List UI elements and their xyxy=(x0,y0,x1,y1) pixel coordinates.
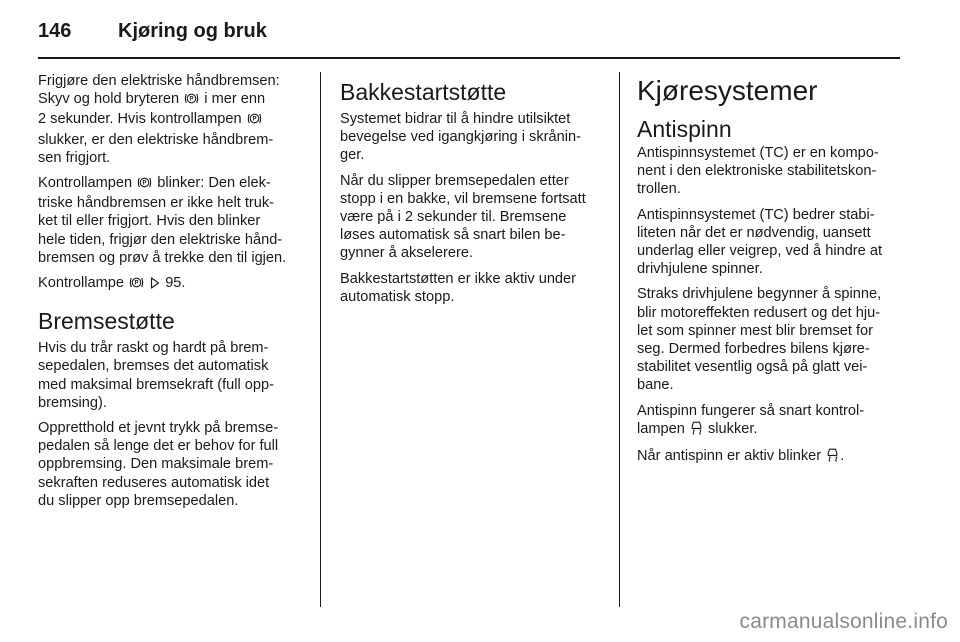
traction-control-icon xyxy=(826,448,839,467)
page-number: 146 xyxy=(38,20,72,42)
text-line: sepedalen, bremses det automatisk xyxy=(38,358,269,375)
text-fragment: lampen xyxy=(637,420,685,437)
text-line: Antispinnsystemet (TC) bedrer stabi- xyxy=(637,206,875,223)
text-line: trollen. xyxy=(637,181,681,198)
heading-bakkestartstotte: Bakkestartstøtte xyxy=(340,79,507,105)
text-line: stopp i en bakke, vil bremsene fortsatt xyxy=(340,190,586,207)
paragraph-hill-start-behavior xyxy=(340,172,602,263)
text-line: seg. Dermed forbedres bilens kjøre- xyxy=(637,341,870,358)
text-line: Frigjøre den elektriske håndbremsen: xyxy=(38,73,280,89)
text-line: Bakkestartstøtten er ikke aktiv under xyxy=(340,270,577,287)
column-1 xyxy=(38,72,306,517)
text-fragment: Kontrollampe xyxy=(38,275,124,292)
text-line xyxy=(38,90,306,110)
text-line: Antispinn fungerer så snart kontrol- xyxy=(637,402,865,419)
paragraph-tc-intro xyxy=(637,144,903,199)
text-line: løses automatisk så snart bilen be- xyxy=(340,227,566,244)
text-line: Systemet bidrar til å hindre utilsiktet xyxy=(340,111,571,127)
paragraph-brake-assist xyxy=(38,339,306,412)
watermark: carmanualsonline.info xyxy=(739,610,948,633)
page-reference-icon[interactable] xyxy=(150,276,160,294)
text-line: blir motoreffekten redusert og det hju- xyxy=(637,304,881,321)
text-line: ket til eller frigjort. Hvis den blinker xyxy=(38,213,261,230)
text-line: ger. xyxy=(340,147,365,164)
text-line: gynner å akselerere. xyxy=(340,245,474,262)
text-line: triske håndbremsen er ikke helt truk- xyxy=(38,195,275,212)
svg-text:P: P xyxy=(142,180,147,187)
text-fragment: i mer enn xyxy=(204,91,266,108)
paragraph-tc-stability xyxy=(637,206,903,279)
text-line xyxy=(637,420,903,440)
parking-brake-icon xyxy=(129,276,144,294)
text-line: Straks drivhjulene begynner å spinne, xyxy=(637,286,882,303)
text-line xyxy=(38,174,306,194)
text-fragment: 2 sekunder. Hvis kontrollampen xyxy=(38,111,242,128)
text-fragment: Kontrollampen xyxy=(38,175,133,192)
text-line: Oppretthold et jevnt trykk på bremse- xyxy=(38,420,279,437)
paragraph-lamp-reference xyxy=(38,274,306,294)
text-line: liteten når det er nødvendig, uansett xyxy=(637,224,871,241)
heading-antispinn: Antispinn xyxy=(637,116,732,142)
text-line: stabilitet vesentlig også på glatt vei- xyxy=(637,359,868,376)
traction-control-icon xyxy=(690,421,703,440)
text-line: oppbremsing. Den maksimale brem- xyxy=(38,456,274,473)
text-line: Antispinnsystemet (TC) er en kompo- xyxy=(637,145,879,161)
text-line xyxy=(637,447,903,467)
text-line: sen frigjort. xyxy=(38,149,111,166)
text-fragment: . xyxy=(840,448,845,465)
text-line: Når du slipper bremsepedalen etter xyxy=(340,172,569,189)
column-divider-2 xyxy=(619,72,620,607)
text-line: med maksimal bremsekraft (full opp- xyxy=(38,376,275,393)
paragraph-warning-lamp xyxy=(38,174,306,267)
text-fragment: Skyv og hold bryteren xyxy=(38,91,180,108)
parking-brake-icon xyxy=(184,92,199,110)
text-fragment: slukker. xyxy=(708,420,758,437)
text-line: sekraften reduseres automatisk idet xyxy=(38,474,270,491)
text-line xyxy=(38,110,306,130)
text-line: bane. xyxy=(637,377,674,394)
heading-bremsestotte: Bremsestøtte xyxy=(38,308,175,335)
text-line: automatisk stopp. xyxy=(340,288,455,305)
header-rule xyxy=(38,57,900,59)
column-3 xyxy=(637,72,903,474)
text-line: bremsing). xyxy=(38,394,107,411)
text-line: nent i den elektroniske stabilitetskon- xyxy=(637,163,877,180)
text-line: pedalen så lenge det er behov for full xyxy=(38,438,279,455)
column-divider-1 xyxy=(320,72,321,607)
page-title: Kjøring og bruk xyxy=(118,20,267,42)
paragraph-tc-operation xyxy=(637,285,903,394)
text-line: bremsen og prøv å trekke den til igjen. xyxy=(38,249,287,266)
text-line: slukker, er den elektriske håndbrem- xyxy=(38,131,274,148)
page-reference[interactable]: 95. xyxy=(165,275,186,292)
text-line: bevegelse ved igangkjøring i skrånin- xyxy=(340,129,581,146)
text-fragment: blinker: Den elek- xyxy=(157,175,271,192)
paragraph-release-parking-brake xyxy=(38,72,306,167)
paragraph-brake-pressure xyxy=(38,419,306,510)
svg-text:P: P xyxy=(134,280,139,287)
paragraph-tc-lamp-off xyxy=(637,402,903,440)
text-line xyxy=(38,274,306,294)
heading-kjoresystemer: Kjøresystemer xyxy=(637,75,818,106)
svg-text:P: P xyxy=(189,96,194,103)
text-line: være på i 2 sekunder til. Bremsene xyxy=(340,209,567,226)
svg-text:P: P xyxy=(252,117,257,124)
text-fragment: Når antispinn er aktiv blinker xyxy=(637,448,822,465)
text-line: Hvis du trår raskt og hardt på brem- xyxy=(38,340,269,357)
text-line: underlag eller veigrep, ved å hindre at xyxy=(637,243,883,260)
paragraph-hill-start-intro xyxy=(340,110,602,165)
parking-brake-icon xyxy=(247,112,262,130)
paragraph-hill-start-inactive xyxy=(340,270,602,306)
parking-brake-icon xyxy=(137,176,152,194)
paragraph-tc-lamp-flash xyxy=(637,447,903,467)
text-line: du slipper opp bremsepedalen. xyxy=(38,492,239,509)
text-line: drivhjulene spinner. xyxy=(637,261,763,278)
text-line: hele tiden, frigjør den elektriske hånd- xyxy=(38,231,283,248)
column-2 xyxy=(340,72,602,313)
text-line: let som spinner mest blir bremset for xyxy=(637,322,874,339)
